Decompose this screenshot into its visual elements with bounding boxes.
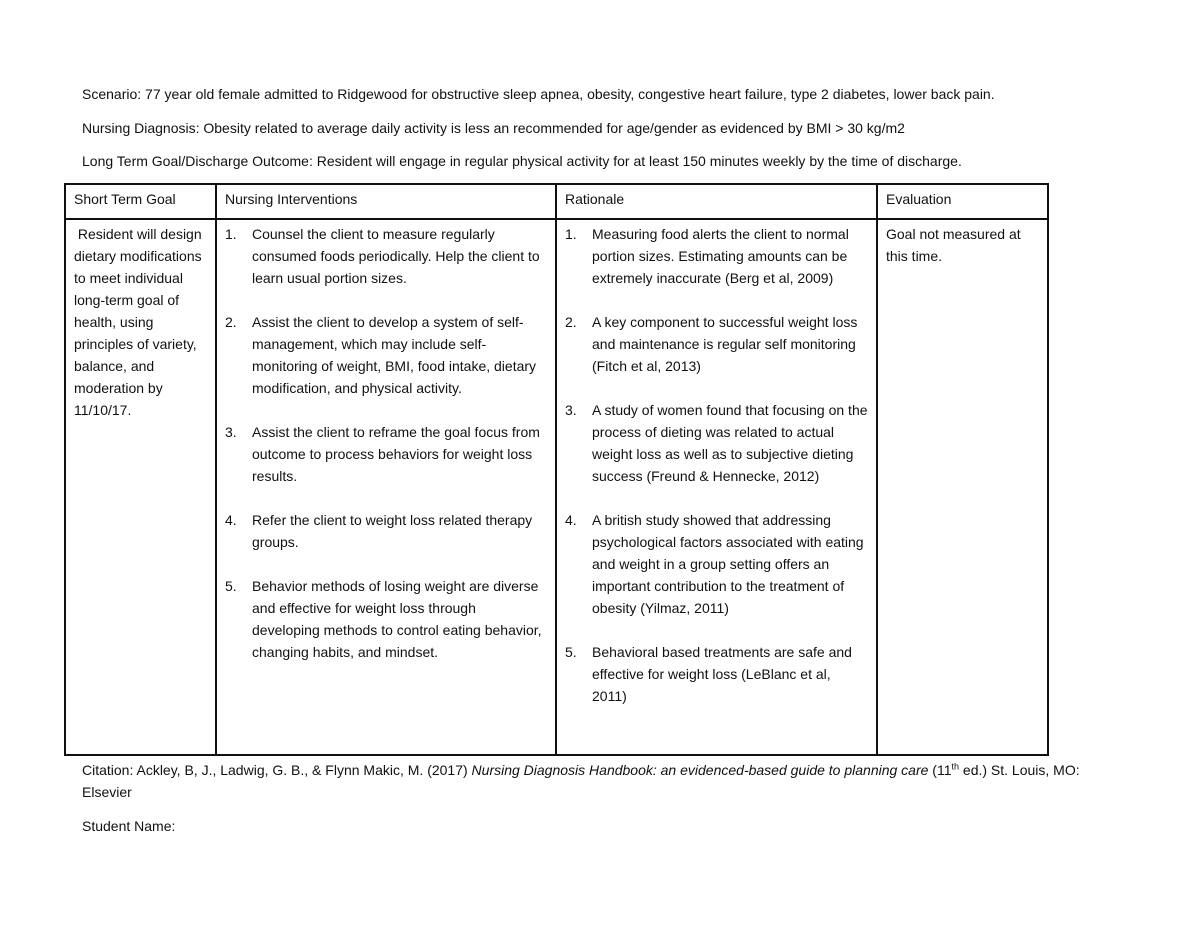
- list-item: [565, 223, 868, 289]
- citation-prefix: Citation: Ackley, B, J., Ladwig, G. B., & Flynn Makic, M. (2017): [82, 762, 472, 778]
- list-number: 1.: [225, 226, 237, 242]
- long-term-goal-line: Long Term Goal/Discharge Outcome: Resident will engage in regular physical activity for at least 150 minutes weekly by the time of discharge.: [82, 153, 962, 169]
- intervention-text: Assist the client to reframe the goal focus from outcome to process behaviors for weight loss results.: [252, 424, 540, 484]
- citation-edition-superscript: th: [951, 761, 960, 772]
- list-number: 5.: [225, 578, 237, 594]
- list-item: [225, 311, 547, 399]
- list-number: 3.: [225, 424, 237, 440]
- header-evaluation: Evaluation: [877, 184, 1048, 219]
- list-number: 4.: [225, 512, 237, 528]
- rationale-text: A british study showed that addressing psychological factors associated with eating and weight in a group setting offers an important contribution to the treatment of obesity (Yilmaz, 2011): [592, 512, 864, 616]
- interventions-cell: [216, 219, 556, 755]
- student-name-label: Student Name:: [82, 818, 176, 834]
- evaluation-cell: [877, 219, 1048, 755]
- table-row: [65, 219, 1048, 755]
- intervention-text: Behavior methods of losing weight are diverse and effective for weight loss through developing methods to control eating behavior, changing habits, and mindset.: [252, 578, 542, 660]
- rationale-list: [565, 223, 868, 707]
- rationale-text: A key component to successful weight loss and maintenance is regular self monitoring (Fitch et al, 2013): [592, 314, 858, 374]
- interventions-list: [225, 223, 547, 663]
- citation-edition: (11: [928, 762, 952, 778]
- care-plan-table: [64, 183, 1049, 756]
- list-item: [565, 311, 868, 377]
- citation-suffix: ed.) St. Louis, MO: Elsevier: [82, 762, 1080, 800]
- scenario-line: Scenario: 77 year old female admitted to Ridgewood for obstructive sleep apnea, obesity, congestive heart failure, type 2 diabetes, lower back pain.: [82, 86, 995, 102]
- list-item: [565, 509, 868, 619]
- intervention-text: Assist the client to develop a system of self-management, which may include self-monitoring of weight, BMI, food intake, dietary modification, and physical activity.: [252, 314, 537, 396]
- citation: [82, 759, 1082, 803]
- list-item: [225, 575, 547, 663]
- header-short-term-goal: Short Term Goal: [65, 184, 216, 219]
- list-number: 4.: [565, 512, 577, 528]
- evaluation-text: Goal not measured at this time.: [886, 226, 1021, 264]
- list-item: [225, 421, 547, 487]
- list-number: 5.: [565, 644, 577, 660]
- list-item: [225, 509, 547, 553]
- rationale-text: Measuring food alerts the client to normal portion sizes. Estimating amounts can be extremely inaccurate (Berg et al, 2009): [592, 226, 849, 286]
- header-rationale: Rationale: [556, 184, 877, 219]
- short-term-goal-cell: [65, 219, 216, 755]
- rationale-text: A study of women found that focusing on the process of dieting was related to actual weight loss as well as to subjective dieting success (Freund & Hennecke, 2012): [592, 402, 868, 484]
- list-item: [225, 223, 547, 289]
- list-number: 2.: [225, 314, 237, 330]
- intervention-text: Counsel the client to measure regularly consumed foods periodically. Help the client to learn usual portion sizes.: [252, 226, 540, 286]
- short-term-goal-text: Resident will design dietary modifications to meet individual long-term goal of health, using principles of variety, balance, and moderation by 11/10/17.: [74, 226, 206, 418]
- rationale-text: Behavioral based treatments are safe and effective for weight loss (LeBlanc et al, 2011): [592, 644, 852, 704]
- list-number: 2.: [565, 314, 577, 330]
- nursing-diagnosis-line: Nursing Diagnosis: Obesity related to average daily activity is less an recommended for age/gender as evidenced by BMI > 30 kg/m2: [82, 120, 905, 136]
- intervention-text: Refer the client to weight loss related therapy groups.: [252, 512, 533, 550]
- list-number: 3.: [565, 402, 577, 418]
- list-item: [565, 641, 868, 707]
- list-item: [565, 399, 868, 487]
- header-nursing-interventions: Nursing Interventions: [216, 184, 556, 219]
- table-header-row: [65, 184, 1048, 219]
- list-number: 1.: [565, 226, 577, 242]
- rationale-cell: [556, 219, 877, 755]
- citation-book-title: Nursing Diagnosis Handbook: an evidenced-based guide to planning care: [471, 762, 929, 778]
